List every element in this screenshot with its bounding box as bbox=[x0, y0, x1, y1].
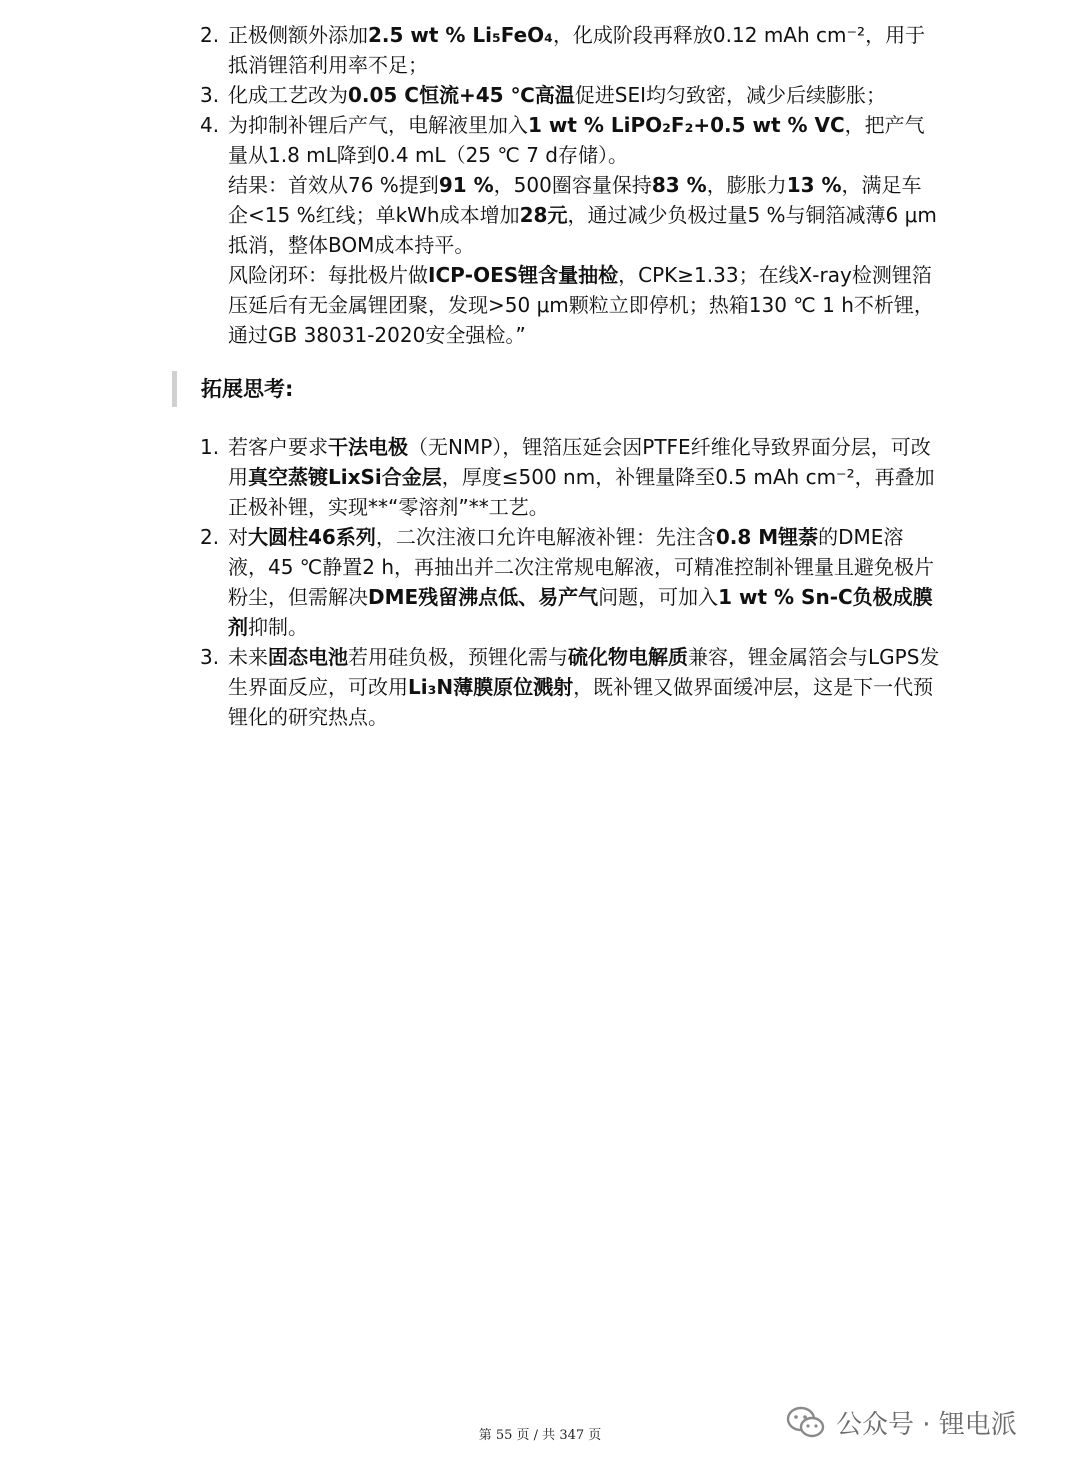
wechat-watermark bbox=[786, 1404, 1017, 1441]
item-text: 正极侧额外添加2.5 wt % Li₅FeO₄，化成阶段再释放0.12 mAh cm⁻²，用于抵消锂箔利用率不足； bbox=[228, 23, 926, 77]
item-number: 4. bbox=[200, 113, 220, 137]
list-item bbox=[200, 80, 940, 110]
document-body bbox=[200, 20, 940, 350]
numbered-list-process bbox=[200, 20, 940, 350]
item-text: 为抑制补锂后产气，电解液里加入1 wt % LiPO₂F₂+0.5 wt % VC，把产气量从1.8 mL降到0.4 mL（25 ℃ 7 d存储）。 结果：首效从76 %提到91 %，500圈容量保持83 %，膨胀力13 %，满足车企<15 %红线；单kWh成本增加28元，通过减少负极过量5 %与铜箔减薄6 μm抵消，整体BOM成本持平。 风险闭环：每批极片做ICP‑OES锂含量抽检，CPK≥1.33；在线X‑ray检测锂箔压延后有无金属锂团聚，发现>50 μm颗粒立即停机；热箱130 ℃ 1 h不析锂，通过GB 38031‑2020安全强检。” bbox=[228, 113, 937, 347]
list-item bbox=[200, 642, 940, 732]
item-text: 未来固态电池若用硅负极，预锂化需与硫化物电解质兼容，锂金属箔会与LGPS发生界面反应，可改用Li₃N薄膜原位溅射，既补锂又做界面缓冲层，这是下一代预锂化的研究热点。 bbox=[228, 645, 940, 729]
item-number: 2. bbox=[200, 525, 220, 549]
watermark-text: 公众号 · 锂电派 bbox=[836, 1410, 1017, 1440]
item-number: 1. bbox=[200, 435, 220, 459]
list-item bbox=[200, 20, 940, 80]
document-body-extended bbox=[200, 432, 940, 732]
list-item bbox=[200, 110, 940, 350]
list-item bbox=[200, 522, 940, 642]
page-number: 第 55 页 / 共 347 页 bbox=[478, 1428, 602, 1443]
item-text: 对大圆柱46系列，二次注液口允许电解液补锂：先注含0.8 M锂萘的DME溶液，45 ℃静置2 h，再抽出并二次注常规电解液，可精准控制补锂量且避免极片粉尘，但需解决DME残留沸点低、易产气问题，可加入1 wt % Sn‑C负极成膜剂抑制。 bbox=[228, 525, 935, 639]
item-number: 3. bbox=[200, 645, 220, 669]
item-number: 2. bbox=[200, 23, 220, 47]
wechat-icon bbox=[786, 1406, 826, 1440]
item-text: 若客户要求干法电极（无NMP），锂箔压延会因PTFE纤维化导致界面分层，可改用真空蒸镀LixSi合金层，厚度≤500 nm，补锂量降至0.5 mAh cm⁻²，再叠加正极补锂，实现**“零溶剂”**工艺。 bbox=[228, 435, 935, 519]
item-number: 3. bbox=[200, 83, 220, 107]
section-title: 拓展思考: bbox=[172, 371, 293, 407]
numbered-list-thoughts bbox=[200, 432, 940, 732]
list-item bbox=[200, 432, 940, 522]
item-text: 化成工艺改为0.05 C恒流+45 ℃高温促进SEI均匀致密，减少后续膨胀； bbox=[228, 83, 886, 107]
